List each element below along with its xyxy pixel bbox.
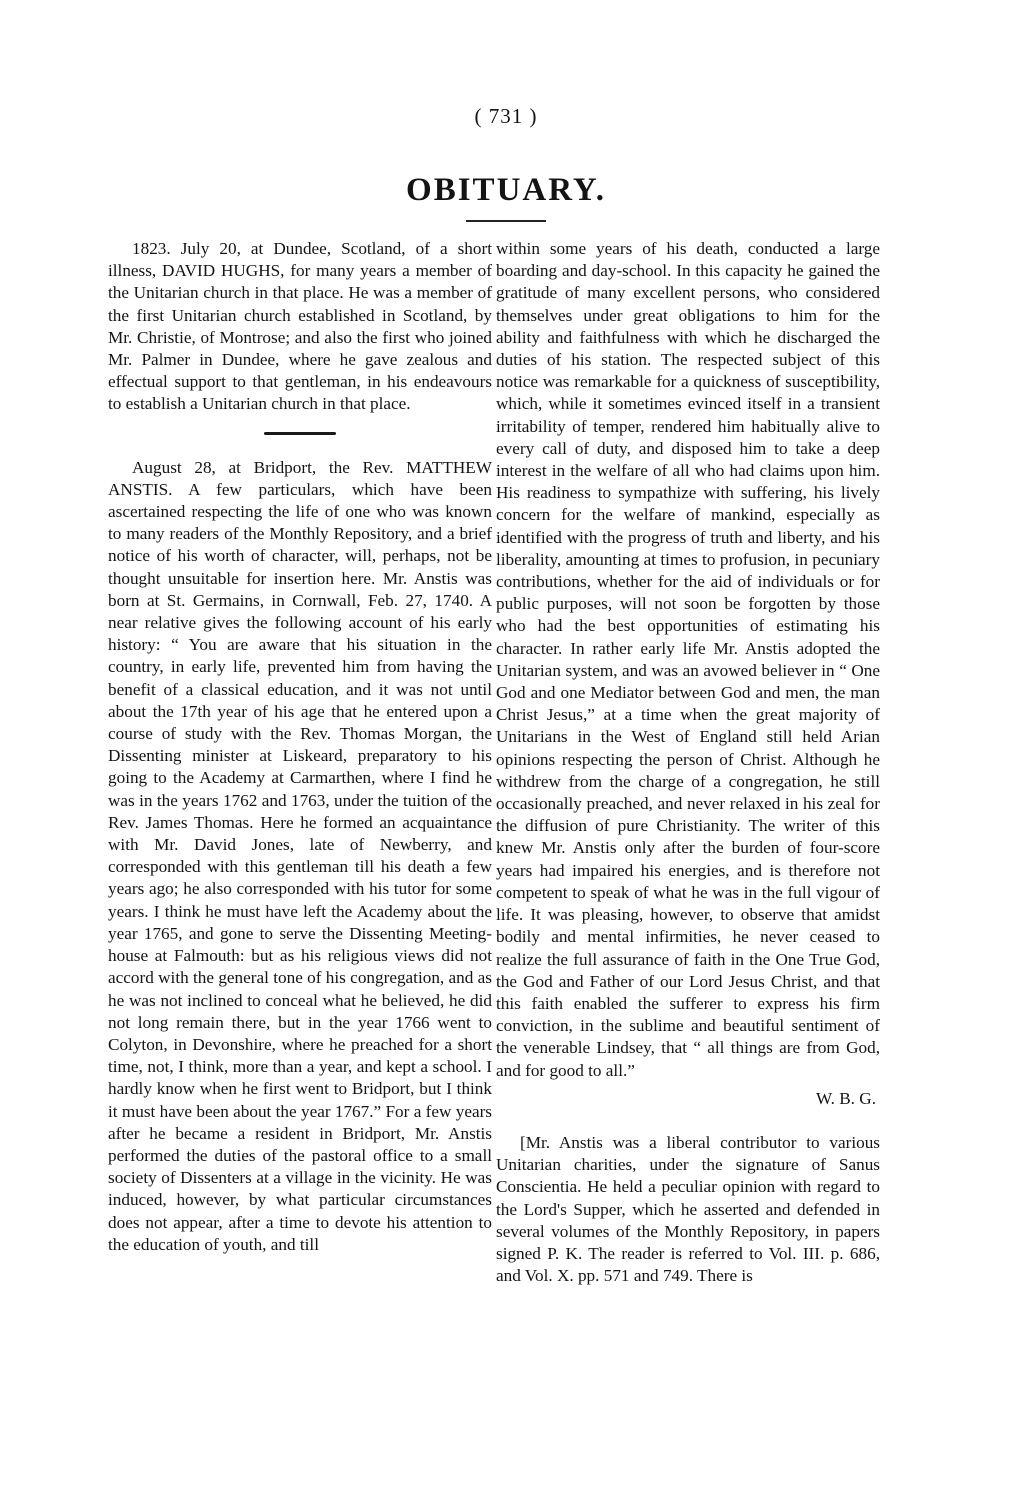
title-rule bbox=[466, 220, 546, 222]
entry-signature: W. B. G. bbox=[815, 1088, 876, 1108]
editorial-note: [Mr. Anstis was a liberal contributor to various Unitarian charities, under the signature of Sanus Conscientia. He held a peculiar opinion with regard to the Lord's Supper, which he asserted and defended in several volumes of the Monthly Repository, in papers signed P. K. The reader is referred to Vol. III. p. 686, and Vol. X. pp. 571 and 749. There is bbox=[496, 1132, 880, 1286]
note-spacer bbox=[496, 1110, 880, 1132]
right-column bbox=[496, 238, 880, 1287]
page-number: ( 731 ) bbox=[474, 104, 538, 128]
entry-separator bbox=[264, 432, 336, 435]
section-title: OBITUARY. bbox=[406, 172, 606, 208]
obituary-entry-hughs: 1823. July 20, at Dundee, Scotland, of a short illness, DAVID HUGHS, for many years a member of the Unitarian church in that place. He was a member of the first Unitarian church established in Scotland, by Mr. Christie, of Montrose; and also the first who joined Mr. Palmer in Dundee, where he gave zealous and effectual support to that gentleman, in his endeavours to establish a Unitarian church in that place. bbox=[108, 239, 492, 414]
obituary-entry-anstis-part1: August 28, at Bridport, the Rev. MATTHEW ANSTIS. A few particulars, which have been ascertained respecting the life of one who was known to many readers of the Monthly Repository, and a brief notice of his worth of character, will, perhaps, not be thought unsuitable for insertion here. Mr. Anstis was born at St. Germains, in Cornwall, Feb. 27, 1740. A near relative gives the following account of his early history: “ You are aware that his situation in the country, in early life, prevented him from having the benefit of a classical education, and it was not until about the 17th year of his age that he entered upon a course of study with the Rev. Thomas Morgan, the Dissenting minister at Liskeard, preparatory to his going to the Academy at Carmarthen, where I find he was in the years 1762 and 1763, under the tuition of the Rev. James Thomas. Here he formed an acquaintance with Mr. David Jones, late of Newberry, and corresponded with this gentleman till his death a few years ago; he also corresponded with his tutor for some years. I think he must have left the Academy about the year 1765, and gone to serve the Dissenting Meeting-house at Falmouth: but as his religious views did not accord with the general tone of his congregation, and as he was not inclined to conceal what he believed, he did not long remain there, but in the year 1766 went to Colyton, in Devonshire, where he preached for a short time, not, I think, more than a year, and kept a school. I hardly know when he first went to Bridport, but I think it must have been about the year 1767.” For a few years after he became a resident in Bridport, Mr. Anstis performed the duties of the pastoral office to a small society of Dissenters at a village in the vicinity. He was induced, however, by what particular circumstances does not appear, after a time to devote his attention to the education of youth, and till bbox=[108, 457, 492, 1254]
left-column bbox=[108, 238, 492, 1256]
obituary-entry-anstis-part2: within some years of his death, conducted a large boarding and day-school. In this capacity he gained the gratitude of many excellent persons, who considered themselves under great obligations to him for the ability and faithfulness with which he discharged the duties of his station. The respected subject of this notice was remarkable for a quickness of susceptibility, which, while it sometimes evinced itself in a transient irritability of temper, rendered him habitually alive to every call of duty, and disposed him to take a deep interest in the welfare of all who had claims upon him. His readiness to sympathize with suffering, his lively concern for the welfare of mankind, especially as identified with the progress of truth and liberty, and his liberality, amounting at times to profusion, in pecuniary contributions, whether for the aid of individuals or for public purposes, will not soon be forgotten by those who had the best opportunities of estimating his character. In rather early life Mr. Anstis adopted the Unitarian system, and was an avowed believer in “ One God and one Mediator between God and men, the man Christ Jesus,” at a time when the great majority of Unitarians in the West of England still held Arian opinions respecting the person of Christ. Although he withdrew from the charge of a congregation, he still occasionally preached, and never relaxed in his zeal for the diffusion of pure Christianity. The writer of this knew Mr. Anstis only after the burden of four-score years had impaired his energies, and is therefore not competent to speak of what he was in the full vigour of life. It was pleasing, however, to observe that amidst bodily and mental infirmities, he never ceased to realize the full assurance of faith in the One True God, the God and Father of our Lord Jesus Christ, and that this faith enabled the sufferer to express his firm conviction, in the sublime and beautiful sentiment of the venerable Lindsey, that “ all things are from God, and for good to all.” bbox=[496, 239, 880, 1080]
